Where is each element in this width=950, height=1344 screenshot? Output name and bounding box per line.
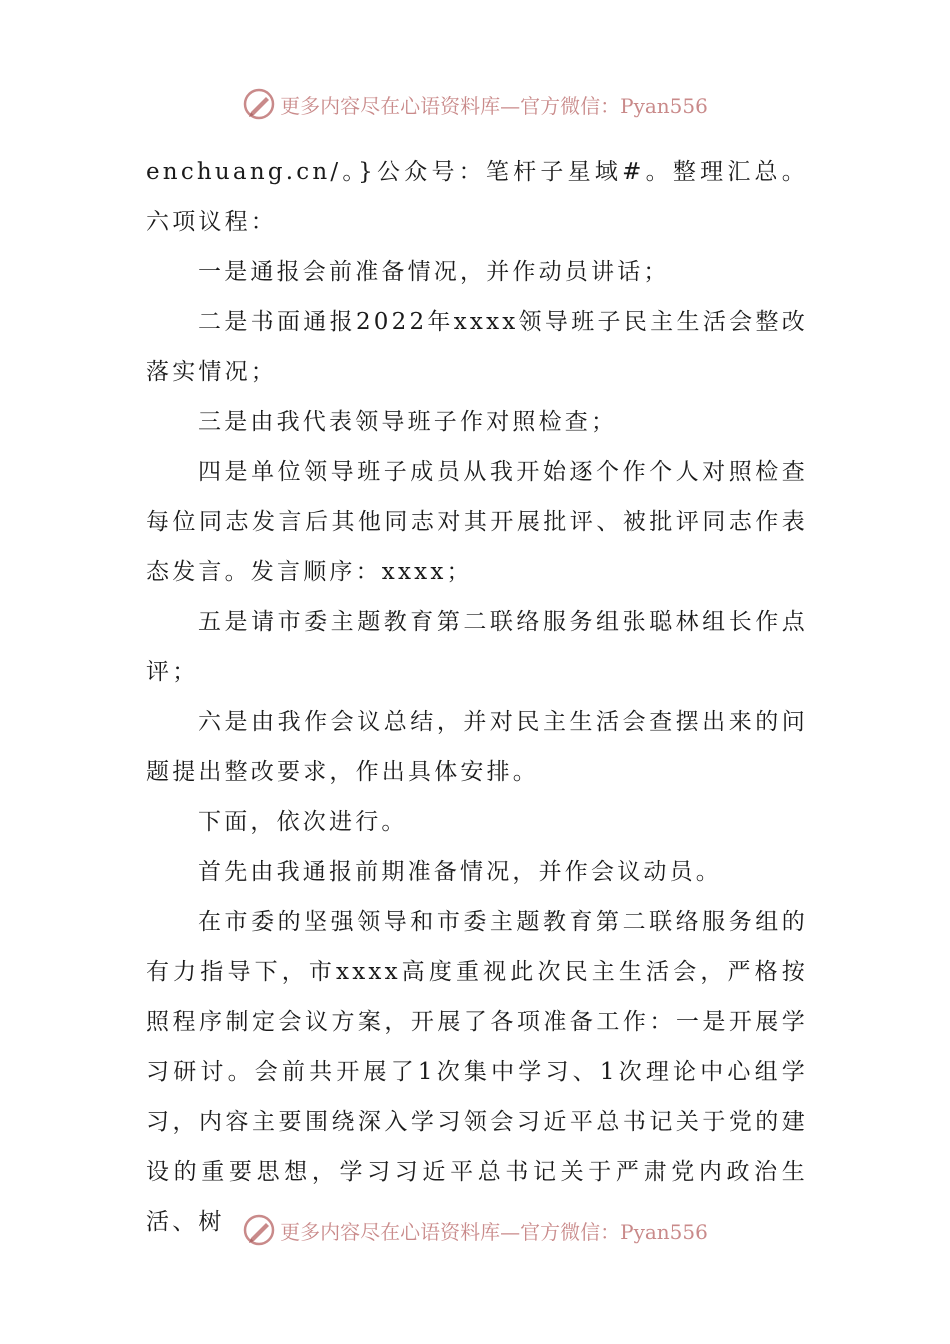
watermark-text: 更多内容尽在心语资料库—官方微信：Pyan556 bbox=[280, 1219, 708, 1244]
paragraph: 五是请市委主题教育第二联络服务组张聪林组长作点评； bbox=[146, 609, 808, 685]
document-body bbox=[146, 147, 808, 1247]
watermark-text: 更多内容尽在心语资料库—官方微信：Pyan556 bbox=[280, 93, 708, 118]
paragraph: 四是单位领导班子成员从我开始逐个作个人对照检查每位同志发言后其他同志对其开展批评、被批评同志作表态发言。发言顺序：xxxx； bbox=[146, 459, 808, 585]
paragraph: enchuang.cn/。}公众号：笔杆子星域#。整理汇总。六项议程： bbox=[146, 159, 808, 235]
pen-logo-icon bbox=[242, 87, 276, 121]
pen-logo-icon bbox=[242, 1213, 276, 1247]
paragraph: 六是由我作会议总结，并对民主生活会查摆出来的问题提出整改要求，作出具体安排。 bbox=[146, 709, 808, 785]
paragraph: 下面，依次进行。 bbox=[198, 809, 408, 835]
paragraph: 二是书面通报2022年xxxx领导班子民主生活会整改落实情况； bbox=[146, 309, 808, 385]
footer-watermark bbox=[0, 1210, 950, 1250]
paragraph: 一是通报会前准备情况，并作动员讲话； bbox=[198, 259, 670, 285]
header-watermark bbox=[0, 84, 950, 124]
paragraph: 首先由我通报前期准备情况，并作会议动员。 bbox=[198, 859, 722, 885]
paragraph: 三是由我代表领导班子作对照检查； bbox=[198, 409, 618, 435]
paragraph: 在市委的坚强领导和市委主题教育第二联络服务组的有力指导下，市xxxx高度重视此次民主生活会，严格按照程序制定会议方案，开展了各项准备工作：一是开展学习研讨。会前共开展了1次集中学习、1次理论中心组学习，内容主要围绕深入学习领会习近平总书记关于党的建设的重要思想，学习习近平总书记关于严肃党内政治生活、树 bbox=[146, 909, 808, 1235]
